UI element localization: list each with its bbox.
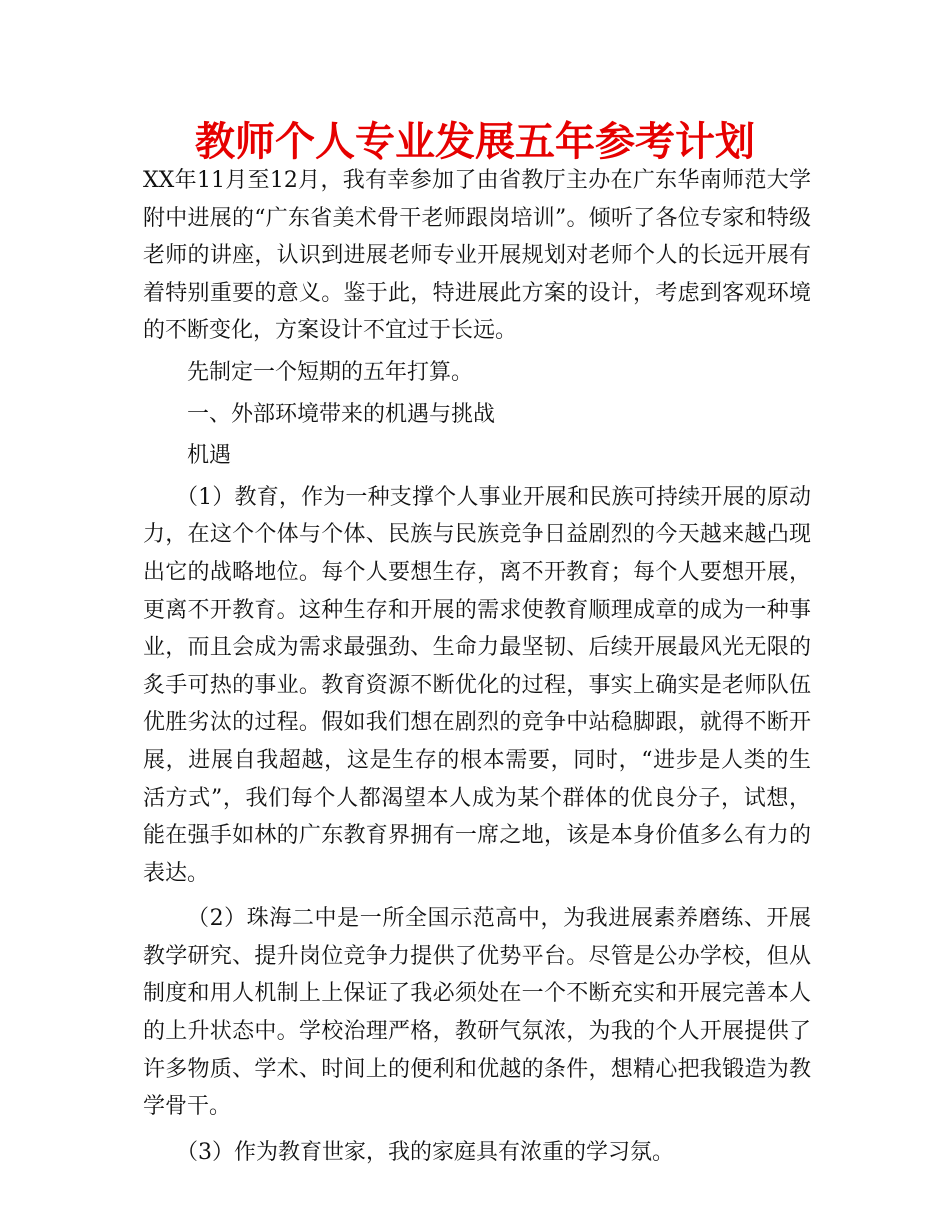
paragraph-intro: XX年11月至12月，我有幸参加了由省教厅主办在广东华南师范大学附中进展的“广东省美术骨干老师跟岗培训”。倾听了各位专家和特级老师的讲座，认识到进展老师专业开展规划对老师个人的长远开展有着特别重要的意义。鉴于此，特进展此方案的设计，考虑到客观环境的不断变化，方案设计不宜过于长远。 [143, 168, 811, 344]
paragraph-item-2: （2）珠海二中是一所全国示范高中，为我进展素养磨练、开展教学研究、提升岗位竞争力提供了优势平台。尽管是公办学校，但从制度和用人机制上上保证了我必须处在一个不断充实和开展完善本人的上升状态中。学校治理严格，教研气氛浓，为我的个人开展提供了许多物质、学术、时间上的便利和优越的条件，想精心把我锻造为教学骨干。 [143, 906, 811, 1120]
paragraph-plan: 先制定一个短期的五年打算。 [187, 359, 474, 385]
section-heading-opportunities-challenges: 一、外部环境带来的机遇与挑战 [187, 401, 496, 427]
document-title: 教师个人专业发展五年参考计划 [195, 119, 755, 165]
document-body [143, 162, 811, 1171]
subheading-opportunities: 机遇 [187, 443, 232, 469]
paragraph-item-1: （1）教育，作为一种支撑个人事业开展和民族可持续开展的原动力，在这个个体与个体、民族与民族竞争日益剧烈的今天越来越凸现出它的战略地位。每个人要想生存，离不开教育；每个人要想开展，更离不开教育。这种生存和开展的需求使教育顺理成章的成为一种事业，而且会成为需求最强劲、生命力最坚韧、后续开展最风光无限的炙手可热的事业。教育资源不断优化的过程，事实上确实是老师队伍优胜劣汰的过程。假如我们想在剧烈的竞争中站稳脚跟，就得不断开展，进展自我超越，这是生存的根本需要，同时，“进步是人类的生活方式”，我们每个人都渴望本人成为某个群体的优良分子，试想，能在强手如林的广东教育界拥有一席之地，该是本身价值多么有力的表达。 [143, 484, 811, 886]
paragraph-item-3: （3）作为教育世家，我的家庭具有浓重的学习氛。 [176, 1139, 674, 1165]
